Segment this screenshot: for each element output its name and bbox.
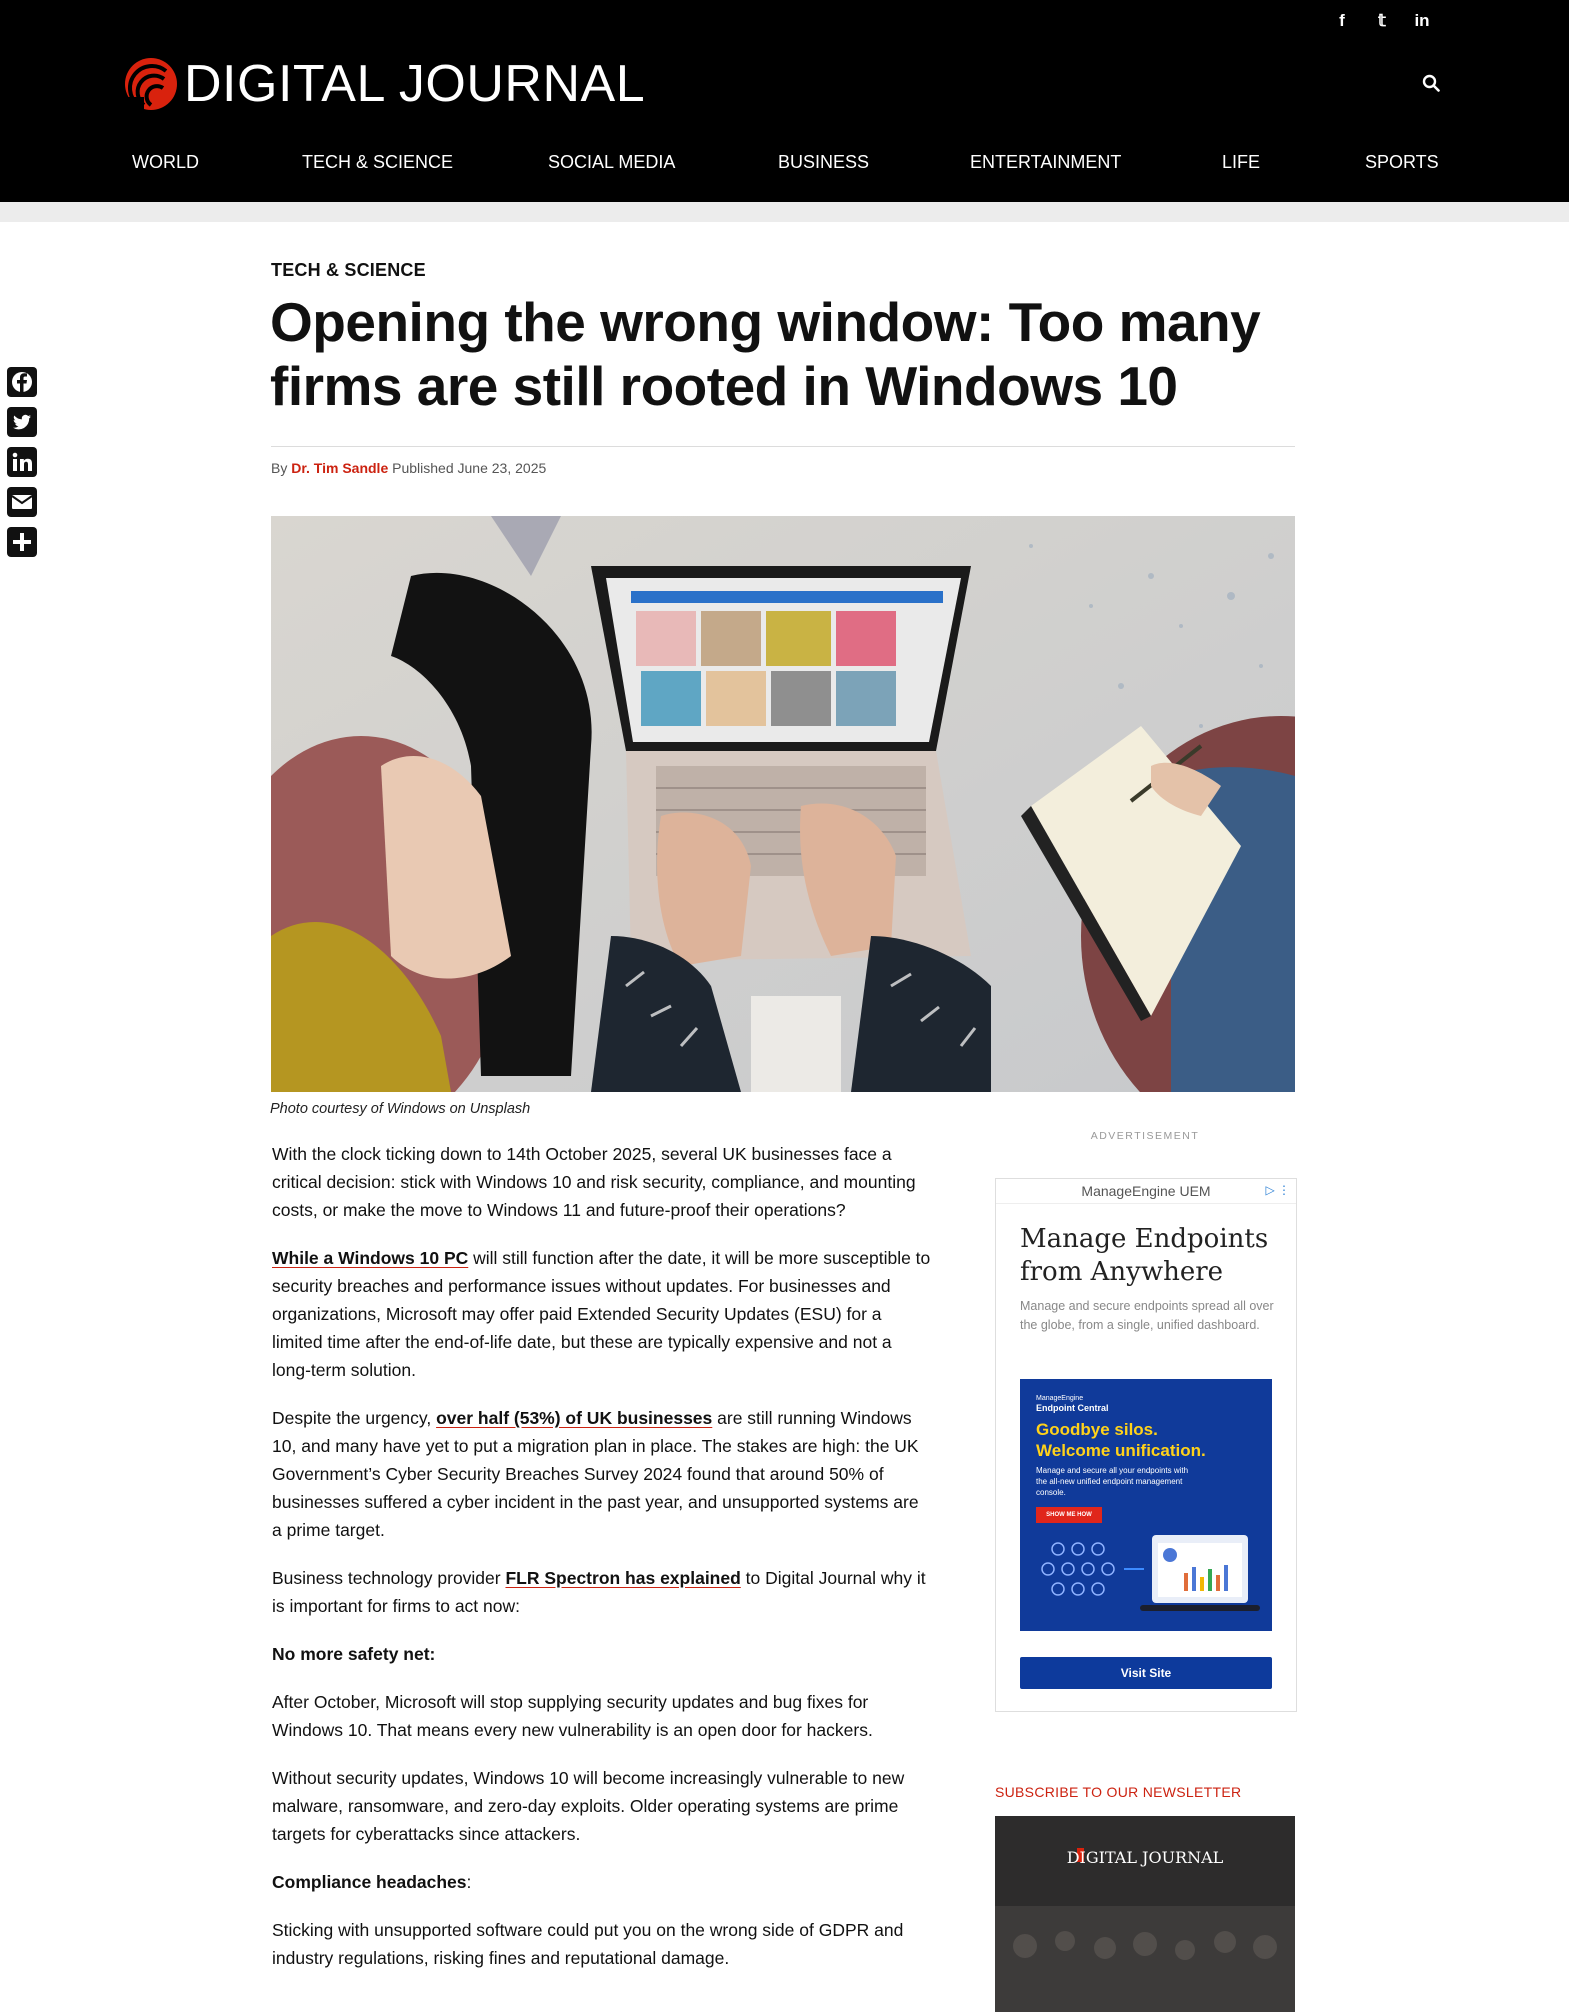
share-rail [6, 366, 38, 566]
banner-line2: Welcome unification. [1036, 1441, 1206, 1460]
newsletter-background [995, 1816, 1295, 2012]
ad-banner-image[interactable] [1020, 1379, 1272, 1631]
newsletter-logo: DIGITAL JOURNAL [1066, 1848, 1224, 1867]
banner-line1: Goodbye silos. [1036, 1420, 1158, 1439]
nav-item-tech-science[interactable]: TECH & SCIENCE [302, 152, 454, 172]
paragraph: Sticking with unsupported software could put you on the wrong side of GDPR and industry regulations, risking fines and reputational damage. [272, 1920, 904, 1968]
linkedin-icon[interactable]: in [1414, 11, 1430, 30]
advertisement-label: ADVERTISEMENT [1090, 1130, 1200, 1142]
logo-text: DIGITAL JOURNAL [184, 55, 646, 113]
share-more-button[interactable] [6, 526, 38, 558]
adchoices-icon[interactable]: ▷ ⋮ [1265, 1183, 1290, 1197]
paragraph [272, 1564, 932, 1620]
paragraph: With the clock ticking down to 14th October 2025, several UK businesses face a critical decision: stick with Windows 10 and risk security, compliance, and mounting costs, or make the move to Windows 11 and future-proof their operations? [272, 1144, 916, 1220]
subheading-text: Compliance headaches [272, 1872, 467, 1892]
header-divider [0, 202, 1569, 222]
subheading [272, 1868, 932, 1896]
article-link-uk-businesses[interactable]: over half (53%) of UK businesses [436, 1408, 713, 1428]
paragraph: After October, Microsoft will stop supplying security updates and bug fixes for Windows 10. That means every new vulnerability is an open door for hackers. [272, 1692, 873, 1740]
twitter-icon[interactable]: 𝕥 [1378, 11, 1386, 30]
ad-description: Manage and secure endpoints spread all over the globe, from a single, unified dashboard. [1020, 1299, 1274, 1332]
paragraph-text: Business technology provider [272, 1568, 506, 1588]
site-logo[interactable] [124, 54, 645, 114]
banner-body: Manage and secure all your endpoints with the all-new unified endpoint management console. [1036, 1466, 1189, 1497]
linkedin-icon [6, 446, 38, 478]
share-email-button[interactable] [6, 486, 38, 518]
ad-sponsor[interactable]: ManageEngine UEM [996, 1179, 1296, 1204]
email-icon [6, 486, 38, 518]
main-nav [132, 142, 1439, 182]
share-facebook-button[interactable] [6, 366, 38, 398]
nav-item-business[interactable]: BUSINESS [778, 152, 870, 172]
hero-illustration [271, 516, 1295, 1092]
newsletter-title: SUBSCRIBE TO OUR NEWSLETTER [995, 1784, 1242, 1800]
facebook-icon [6, 366, 38, 398]
share-linkedin-button[interactable] [6, 446, 38, 478]
paragraph-text: to Digital Journal why it is important for firms to act now: [272, 1568, 926, 1616]
site-header [0, 0, 1569, 202]
published-label: Published [392, 460, 454, 476]
hero-image [271, 516, 1295, 1092]
paragraph [272, 1244, 932, 1384]
paragraph-text: Despite the urgency, [272, 1408, 437, 1428]
article-title: Opening the wrong window: Too many firms are still rooted in Windows 10 [270, 291, 1261, 417]
search-icon [1422, 74, 1440, 92]
visit-site-button[interactable]: Visit Site [1020, 1657, 1272, 1689]
nav-item-sports[interactable]: SPORTS [1365, 152, 1439, 172]
facebook-icon[interactable]: f [1339, 11, 1345, 30]
image-caption: Photo courtesy of Windows on Unsplash [270, 1101, 531, 1117]
ad-unit[interactable] [995, 1178, 1297, 1712]
article-link-windows10[interactable]: While a Windows 10 PC [272, 1248, 469, 1268]
article-category[interactable]: TECH & SCIENCE [271, 260, 426, 280]
paragraph: Without security updates, Windows 10 will become increasingly vulnerable to new malware, ransomware, and zero-day exploits. Older operating systems are prime targets for cyberattacks since attackers. [272, 1768, 905, 1844]
banner-device-illustration [1020, 1529, 1272, 1631]
newsletter-image[interactable] [995, 1816, 1295, 2012]
banner-cta-button[interactable]: SHOW ME HOW [1036, 1507, 1102, 1523]
logo-mark-icon [124, 57, 178, 111]
nav-item-world[interactable]: WORLD [132, 152, 199, 172]
paragraph-text: are still running Windows 10, and many have yet to put a migration plan in place. The stakes are high: the UK Government’s Cyber Security Breaches Survey 2024 found that around 50% of businesses suffered a cyber incident in the past year, and unsupported systems are a prime target. [272, 1408, 919, 1540]
share-twitter-button[interactable] [6, 406, 38, 438]
nav-item-entertainment[interactable]: ENTERTAINMENT [970, 152, 1122, 172]
paragraph [272, 1404, 932, 1544]
article-body [272, 1140, 932, 1992]
plus-icon [6, 526, 38, 558]
byline [271, 460, 546, 476]
header-social-links [1322, 10, 1442, 32]
subheading-colon: : [466, 1872, 472, 1892]
author-link[interactable]: Dr. Tim Sandle [291, 460, 389, 476]
byline-prefix: By [271, 460, 288, 476]
twitter-icon [6, 406, 38, 438]
banner-product: Endpoint Central [1036, 1403, 1109, 1413]
publish-date: June 23, 2025 [457, 460, 547, 476]
search-button[interactable] [1418, 70, 1444, 96]
nav-item-life[interactable]: LIFE [1222, 152, 1261, 172]
title-divider [271, 446, 1295, 447]
banner-brand: ManageEngine [1036, 1395, 1084, 1402]
subheading: No more safety net: [272, 1644, 436, 1664]
article-link-flr-spectron[interactable]: FLR Spectron has explained [505, 1568, 741, 1588]
paragraph-text: will still function after the date, it will be more susceptible to security breaches and performance issues without updates. For businesses and organizations, Microsoft may offer paid Extended Security Updates (ESU) for a limited time after the end-of-life date, but these are typically expensive and not a long-term solution. [272, 1248, 931, 1380]
nav-item-social-media[interactable]: SOCIAL MEDIA [548, 152, 676, 172]
ad-headline[interactable]: Manage Endpoints from Anywhere [1020, 1224, 1269, 1287]
